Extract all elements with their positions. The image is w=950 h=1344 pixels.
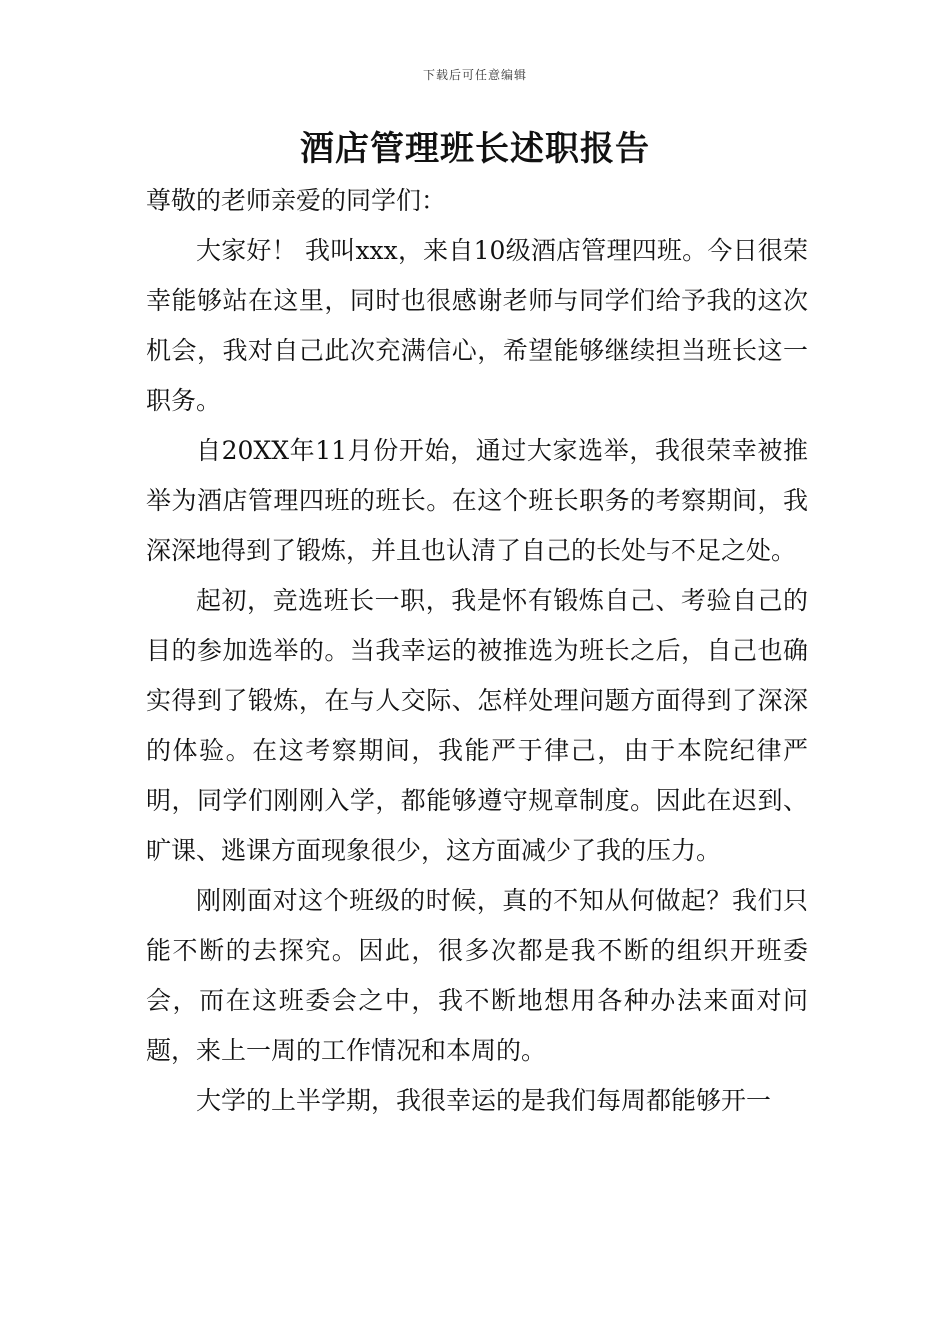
- paragraph-3: 起初，竞选班长一职，我是怀有锻炼自己、考验自己的目的参加选举的。当我幸运的被推选为班长之后，自己也确实得到了锻炼，在与人交际、怎样处理问题方面得到了深深的体验。在这考察期间，我能严于律己，由于本院纪律严明，同学们刚刚入学，都能够遵守规章制度。因此在迟到、旷课、逃课方面现象很少，这方面减少了我的压力。: [146, 586, 808, 865]
- paragraph-5: 大学的上半学期，我很幸运的是我们每周都能够开一: [196, 1086, 772, 1115]
- salutation: 尊敬的老师亲爱的同学们：: [146, 186, 447, 215]
- header-note: 下载后可任意编辑: [422, 68, 527, 82]
- document-title: 酒店管理班长述职报告: [300, 129, 650, 169]
- paragraph-1: 大家好！ 我叫xxx，来自10级酒店管理四班。今日很荣幸能够站在这里，同时也很感谢老师与同学们给予我的这次机会，我对自己此次充满信心，希望能够继续担当班长这一职务。: [146, 236, 808, 415]
- paragraph-2: 自20XX年11月份开始，通过大家选举，我很荣幸被推举为酒店管理四班的班长。在这个班长职务的考察期间，我深深地得到了锻炼，并且也认清了自己的长处与不足之处。: [146, 436, 808, 565]
- document-body: [146, 176, 808, 1126]
- paragraph-4: 刚刚面对这个班级的时候，真的不知从何做起？我们只能不断的去探究。因此，很多次都是我不断的组织开班委会，而在这班委会之中，我不断地想用各种办法来面对问题，来上一周的工作情况和本周的。: [146, 886, 808, 1065]
